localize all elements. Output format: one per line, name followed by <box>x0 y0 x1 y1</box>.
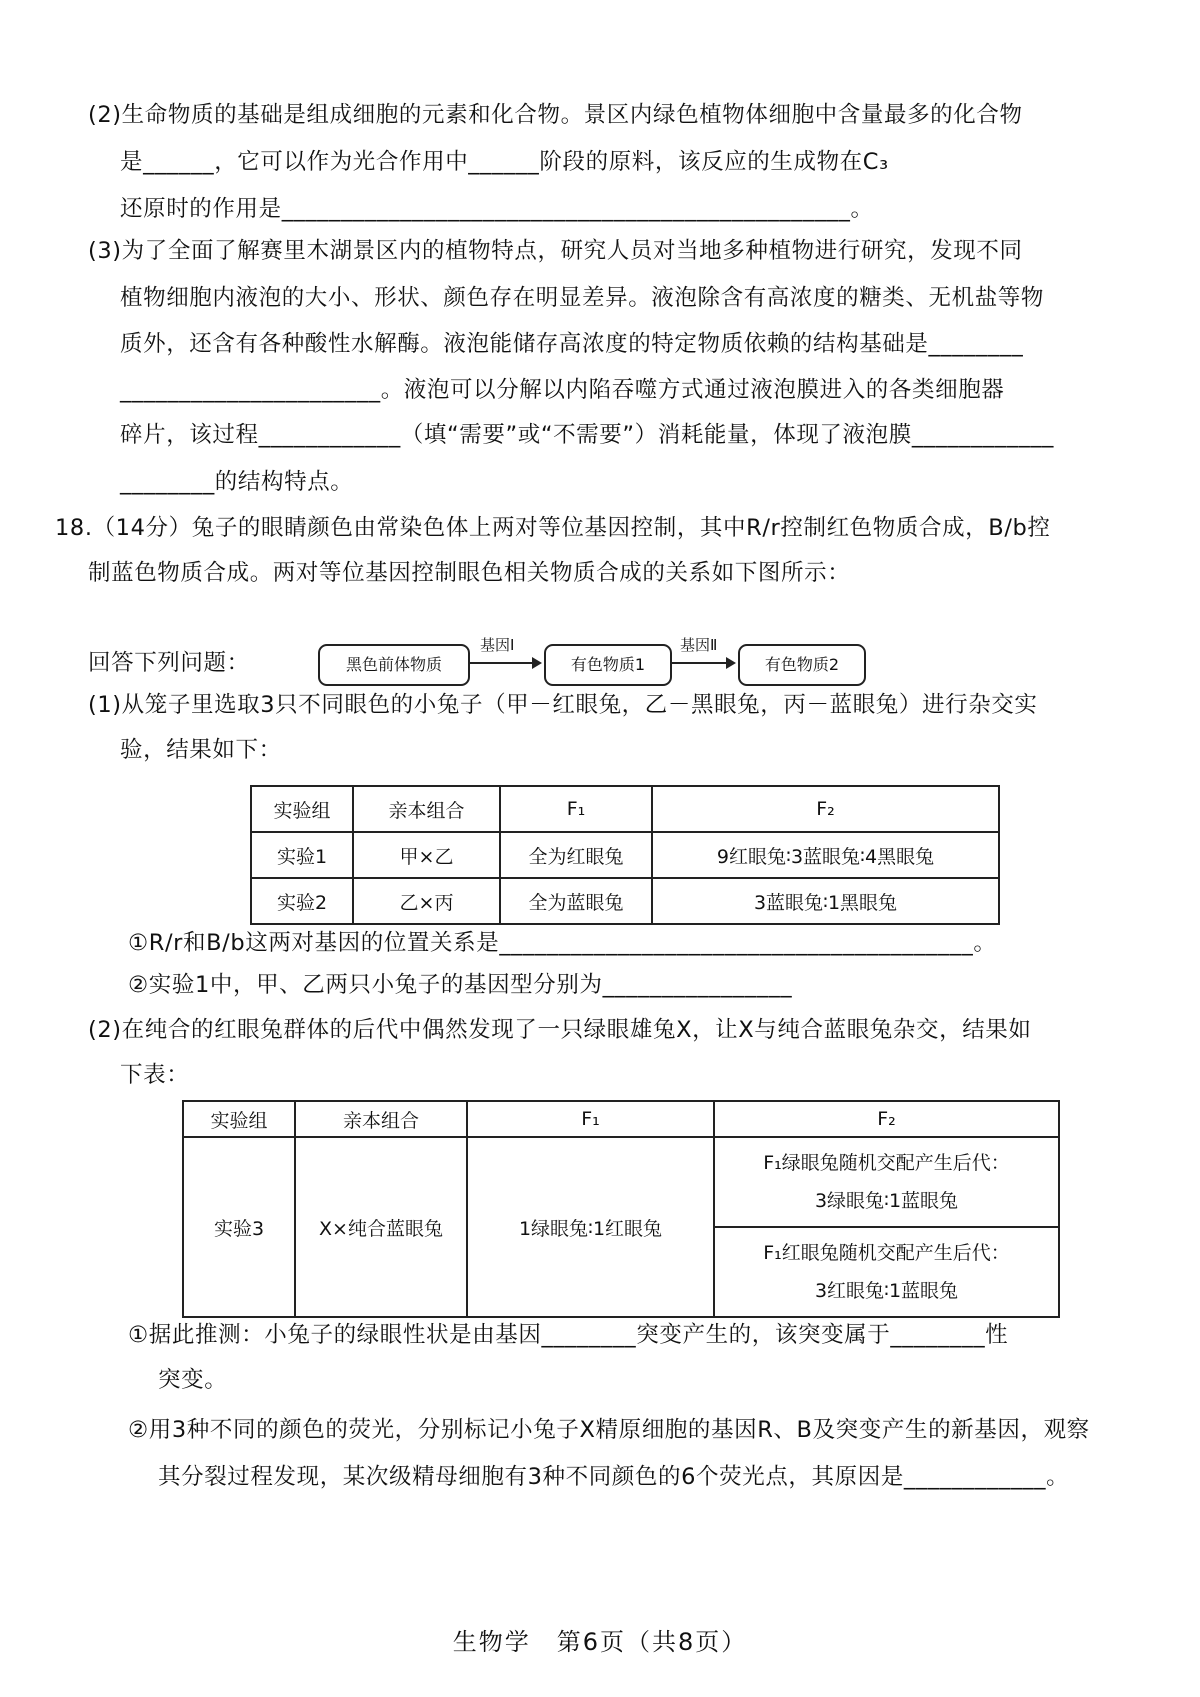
text-line: 质外，还含有各种酸性水解酶。液泡能储存高浓度的特定物质依赖的结构基础是________ <box>120 331 1024 357</box>
table-cell: 3蓝眼兔∶1黑眼兔 <box>652 878 999 924</box>
pathway-arrow-1 <box>470 662 540 664</box>
text-line: 植物细胞内液泡的大小、形状、颜色存在明显差异。液泡除含有高浓度的糖类、无机盐等物 <box>120 285 1045 311</box>
question-18-stem: 18.（14分）兔子的眼睛颜色由常染色体上两对等位基因控制，其中R/r控制红色物质合成，B/b控 <box>55 515 1051 541</box>
table-cell: 全为红眼兔 <box>500 832 652 878</box>
pathway-box-colored-2: 有色物质2 <box>738 644 866 686</box>
table-cell-f2-red <box>714 1227 1059 1317</box>
table-row <box>251 878 999 924</box>
page-footer: 生物学 第6页（共8页） <box>452 1628 748 1656</box>
table-header: 实验组 <box>183 1101 295 1137</box>
pathway-box-colored-1: 有色物质1 <box>544 644 672 686</box>
gene-2-label: 基因Ⅱ <box>680 636 718 654</box>
table-header: F₂ <box>714 1101 1059 1137</box>
table-cell-f2-green <box>714 1137 1059 1227</box>
f2-green-title: F₁绿眼兔随机交配产生后代： <box>763 1152 1010 1174</box>
pathway-diagram <box>318 636 938 690</box>
text-line: ________的结构特点。 <box>120 469 354 495</box>
table-cell: 1绿眼兔∶1红眼兔 <box>467 1137 714 1317</box>
text-line: ______________________。液泡可以分解以内陷吞噬方式通过液泡膜进入的各类细胞器 <box>120 377 1005 403</box>
text-line: 回答下列问题： <box>88 650 250 676</box>
table-cell: 乙×丙 <box>353 878 500 924</box>
table-cell: 甲×乙 <box>353 832 500 878</box>
text-line: (3)为了全面了解赛里木湖景区内的植物特点，研究人员对当地多种植物进行研究，发现不同 <box>88 238 1023 264</box>
table-cell: 实验2 <box>251 878 353 924</box>
pathway-box-precursor: 黑色前体物质 <box>318 644 470 686</box>
text-line: 突变。 <box>158 1367 228 1393</box>
text-line: ①R/r和B/b这两对基因的位置关系是________________________________________。 <box>128 930 997 956</box>
table-cell: X×纯合蓝眼兔 <box>295 1137 467 1317</box>
table-header: F₁ <box>467 1101 714 1137</box>
table-cell: 实验3 <box>183 1137 295 1317</box>
table-header: 亲本组合 <box>353 786 500 832</box>
text-line: 碎片，该过程____________（填“需要”或“不需要”）消耗能量，体现了液泡膜____________ <box>120 422 1055 448</box>
table-cell: 实验1 <box>251 832 353 878</box>
table-header: F₂ <box>652 786 999 832</box>
f2-red-title: F₁红眼兔随机交配产生后代： <box>763 1242 1010 1264</box>
f2-red-result: 3红眼兔∶1蓝眼兔 <box>814 1280 959 1302</box>
text-line: 还原时的作用是________________________________________________。 <box>120 196 874 222</box>
text-line: (2)在纯合的红眼兔群体的后代中偶然发现了一只绿眼雄兔X，让X与纯合蓝眼兔杂交，结果如 <box>88 1017 1032 1043</box>
text-line: 验，结果如下： <box>120 737 282 763</box>
text-line: 其分裂过程发现，某次级精母细胞有3种不同颜色的6个荧光点，其原因是____________。 <box>158 1464 1070 1490</box>
f2-green-result: 3绿眼兔∶1蓝眼兔 <box>814 1190 959 1212</box>
table-header-row <box>251 786 999 832</box>
text-line: ②实验1中，甲、乙两只小兔子的基因型分别为________________ <box>128 972 793 998</box>
table-header: 亲本组合 <box>295 1101 467 1137</box>
table-header: 实验组 <box>251 786 353 832</box>
pathway-arrow-2 <box>672 662 734 664</box>
gene-1-label: 基因Ⅰ <box>480 636 515 654</box>
table-row <box>183 1137 1059 1227</box>
text-line: (2)生命物质的基础是组成细胞的元素和化合物。景区内绿色植物体细胞中含量最多的化合物 <box>88 102 1023 128</box>
text-line: ②用3种不同的颜色的荧光，分别标记小兔子X精原细胞的基因R、B及突变产生的新基因，观察 <box>128 1417 1090 1443</box>
table-cell: 9红眼兔∶3蓝眼兔∶4黑眼兔 <box>652 832 999 878</box>
experiment-table-1 <box>250 785 1000 925</box>
text-line: (1)从笼子里选取3只不同眼色的小兔子（甲－红眼兔，乙－黑眼兔，丙－蓝眼兔）进行杂交实 <box>88 692 1038 718</box>
table-header-row <box>183 1101 1059 1137</box>
text-line: 制蓝色物质合成。两对等位基因控制眼色相关物质合成的关系如下图所示： <box>88 560 851 586</box>
text-line: ①据此推测：小兔子的绿眼性状是由基因________突变产生的，该突变属于________性 <box>128 1322 1009 1348</box>
text-line: 是______，它可以作为光合作用中______阶段的原料，该反应的生成物在C₃ <box>120 149 889 175</box>
experiment-table-2 <box>182 1100 1060 1318</box>
table-header: F₁ <box>500 786 652 832</box>
table-row <box>251 832 999 878</box>
text-line: 下表： <box>120 1062 190 1088</box>
table-cell: 全为蓝眼兔 <box>500 878 652 924</box>
